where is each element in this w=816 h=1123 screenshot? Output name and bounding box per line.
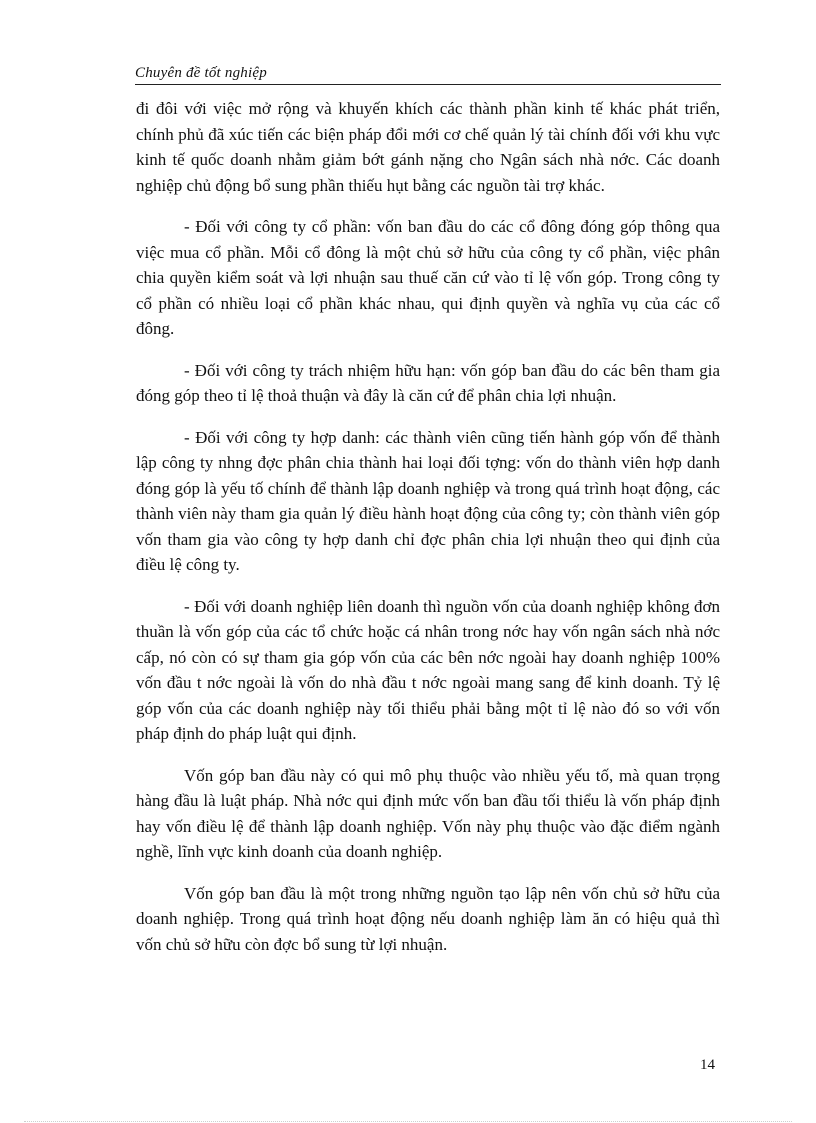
paragraph-partnership-company: - Đối với công ty hợp danh: các thành viên cũng tiến hành góp vốn để thành lập công ty nhng đợc phân chia thành hai loại đối tợng: vốn do thành viên hợp danh đóng góp là yếu tố chính để thành lập doanh nghiệp và trong quá trình hoạt động, các thành viên này tham gia quản lý điều hành hoạt động của công ty; còn thành viên góp vốn tham gia vào công ty hợp danh chỉ đợc phân chia lợi nhuận theo qui định của điều lệ công ty. bbox=[136, 427, 720, 574]
paragraph-initial-capital-scale: Vốn góp ban đầu này có qui mô phụ thuộc vào nhiều yếu tố, mà quan trọng hàng đầu là luật pháp. Nhà nớc qui định mức vốn ban đầu tối thiểu là vốn pháp định hay vốn điều lệ để thành lập doanh nghiệp. Vốn này phụ thuộc vào đặc điểm ngành nghề, lĩnh vực kinh doanh của doanh nghiệp. bbox=[136, 765, 720, 861]
page-number: 14 bbox=[700, 1057, 715, 1073]
paragraph-initial-capital-source: Vốn góp ban đầu là một trong những nguồn tạo lập nên vốn chủ sở hữu của doanh nghiệp. Trong quá trình hoạt động nếu doanh nghiệp làm ăn có hiệu quả thì vốn chủ sở hữu còn đợc bổ sung từ lợi nhuận. bbox=[136, 883, 720, 954]
page-bottom-divider bbox=[24, 1121, 792, 1122]
paragraph-limited-liability-company: - Đối với công ty trách nhiệm hữu hạn: vốn góp ban đầu do các bên tham gia đóng góp theo tỉ lệ thoả thuận và đây là căn cứ để phân chia lợi nhuận. bbox=[136, 360, 720, 405]
header-title: Chuyên đề tốt nghiệp bbox=[135, 65, 267, 81]
paragraph-joint-stock-company: - Đối với công ty cổ phần: vốn ban đầu do các cổ đông đóng góp thông qua việc mua cổ phần. Mỗi cổ đông là một chủ sở hữu của công ty cổ phần, việc phân chia quyền kiểm soát và lợi nhuận sau thuế căn cứ vào tỉ lệ vốn góp. Trong công ty cổ phần có nhiều loại cổ phần khác nhau, qui định quyền và nghĩa vụ của các cổ đông. bbox=[136, 217, 720, 338]
paragraph-continuation: đi đôi với việc mở rộng và khuyến khích các thành phần kinh tế khác phát triển, chính phủ đã xúc tiến các biện pháp đổi mới cơ chế quản lý tài chính đối với khu vực kinh tế quốc doanh nhằm giảm bớt gánh nặng cho Ngân sách nhà nớc. Các doanh nghiệp chủ động bổ sung phần thiếu hụt bằng các nguồn tài trợ khác. bbox=[136, 99, 720, 195]
document-body bbox=[136, 96, 720, 973]
paragraph-joint-venture: - Đối với doanh nghiệp liên doanh thì nguồn vốn của doanh nghiệp không đơn thuần là vốn góp của các tổ chức hoặc cá nhân trong nớc hay vốn ngân sách nhà nớc cấp, nó còn có sự tham gia góp vốn của các bên nớc ngoài hay doanh nghiệp 100% vốn đầu t nớc ngoài là vốn do nhà đầu t nớc ngoài mang sang để kinh doanh. Tỷ lệ góp vốn của các doanh nghiệp này tối thiểu phải bằng một tỉ lệ nào đó so với vốn pháp định do pháp luật qui định. bbox=[136, 596, 720, 743]
page-header bbox=[135, 62, 721, 85]
